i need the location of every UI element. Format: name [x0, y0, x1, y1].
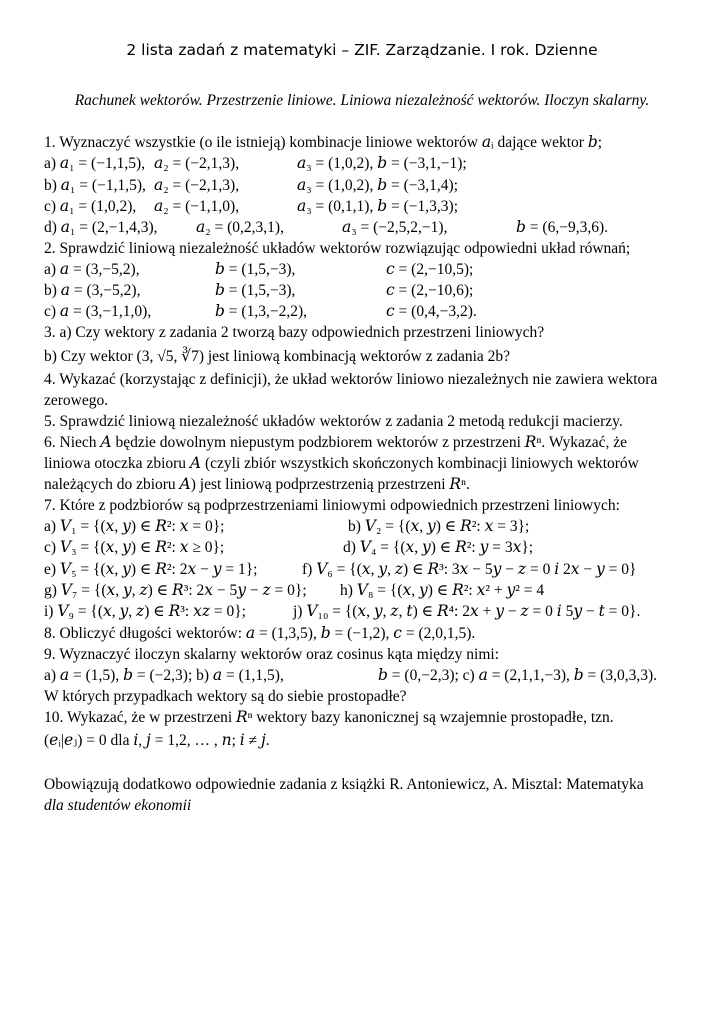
exercise-text: liniowa otoczka zbioru 𝐴 (czyli zbiór wszystkich skończonych kombinacji liniowych wektorów — [44, 455, 639, 472]
exercise-line — [44, 496, 684, 516]
exercise-text: c) 𝑉₃ = {(𝑥, 𝑦) ∈ 𝑅²: 𝑥 ≥ 0}; — [44, 539, 225, 556]
document-title: 2 lista zadań z matematyki – ZIF. Zarządzanie. I rok. Dzienne — [126, 41, 598, 59]
exercise-text: a) 𝑎 = (1,5), 𝑏 = (−2,3); b) 𝑎 = (1,1,5), — [44, 667, 284, 684]
exercise-text: 𝑎₃ = (1,0,2), 𝑏 = (−3,1,4); — [297, 177, 458, 194]
exercise-text: e) 𝑉₅ = {(𝑥, 𝑦) ∈ 𝑅²: 2𝑥 − 𝑦 = 1}; — [44, 561, 258, 578]
exercise-text: d) 𝑎₁ = (2,−1,4,3), — [44, 219, 158, 236]
exercise-text: a) 𝑎 = (3,−5,2), — [44, 261, 140, 278]
exercise-text: 7. Które z podzbiorów są podprzestrzeniami liniowymi odpowiednich przestrzeni liniowych: — [44, 497, 620, 514]
exercise-text: 2. Sprawdzić liniową niezależność układów wektorów rozwiązując odpowiedni układ równań; — [44, 240, 631, 257]
exercise-text: 𝑏 = (6,−9,3,6). — [516, 219, 608, 236]
exercise-text: c) 𝑎 = (3,−1,1,0), — [44, 303, 152, 320]
exercise-line — [44, 454, 684, 474]
exercise-text: a) 𝑉₁ = {(𝑥, 𝑦) ∈ 𝑅²: 𝑥 = 0}; — [44, 518, 225, 535]
exercise-text: 𝑎₂ = (−1,1,0), — [154, 198, 240, 215]
exercise-line — [44, 370, 684, 390]
exercise-text: 𝑎₂ = (−2,1,3), — [154, 177, 240, 194]
exercise-text: j) 𝑉₁₀ = {(𝑥, 𝑦, 𝑧, 𝑡) ∈ 𝑅⁴: 2𝑥 + 𝑦 − 𝑧 = 0 𝑖 5𝑦 − 𝑡 = 0}. — [293, 603, 641, 620]
exercise-line — [44, 731, 684, 751]
exercise-line — [44, 687, 684, 707]
exercise-text: d) 𝑉₄ = {(𝑥, 𝑦) ∈ 𝑅²: 𝑦 = 3𝑥}; — [343, 539, 534, 556]
exercise-text: 𝑏 = (1,5,−3), — [215, 261, 296, 278]
exercise-line — [44, 347, 684, 367]
exercise-text: 9. Wyznaczyć iloczyn skalarny wektorów oraz cosinus kąta między nimi: — [44, 646, 500, 663]
exercise-line — [44, 708, 684, 728]
exercise-text: zerowego. — [44, 392, 109, 409]
exercise-text: b) 𝑎 = (3,−5,2), — [44, 282, 141, 299]
exercise-text: a) 𝑎₁ = (−1,1,5), — [44, 155, 145, 172]
exercise-text: 𝑎₃ = (0,1,1), 𝑏 = (−1,3,3); — [297, 198, 458, 215]
exercise-text: b) Czy wektor (3, √5, ∛7) jest liniową kombinacją wektorów z zadania 2b? — [44, 348, 511, 365]
exercise-line — [44, 391, 684, 411]
exercise-text: (𝑒ᵢ|𝑒ⱼ) = 0 dla 𝑖, 𝑗 = 1,2, … , 𝑛; 𝑖 ≠ 𝑗. — [44, 732, 270, 749]
exercise-line — [44, 133, 684, 153]
exercise-text: 𝑏 = (1,3,−2,2), — [215, 303, 307, 320]
footer-book-title: dla studentów ekonomii — [44, 797, 192, 814]
exercise-text: b) 𝑉₂ = {(𝑥, 𝑦) ∈ 𝑅²: 𝑥 = 3}; — [348, 518, 530, 535]
exercise-text: 4. Wykazać (korzystając z definicji), że układ wektorów liniowo niezależnych nie zawiera wektora — [44, 371, 658, 388]
exercise-text: 3. a) Czy wektory z zadania 2 tworzą bazy odpowiednich przestrzeni liniowych? — [44, 324, 545, 341]
exercise-text: 𝑎₂ = (0,2,3,1), — [196, 219, 284, 236]
exercise-text: g) 𝑉₇ = {(𝑥, 𝑦, 𝑧) ∈ 𝑅³: 2𝑥 − 5𝑦 − 𝑧 = 0}; — [44, 582, 307, 599]
exercise-text: 10. Wykazać, że w przestrzeni 𝑅ⁿ wektory bazy kanonicznej są wzajemnie prostopadłe, tzn. — [44, 709, 614, 726]
exercise-line — [44, 323, 684, 343]
exercise-text: 𝑐 = (2,−10,5); — [386, 261, 474, 278]
exercise-text: h) 𝑉₈ = {(𝑥, 𝑦) ∈ 𝑅²: 𝑥² + 𝑦² = 4 — [340, 582, 545, 599]
exercise-text: W których przypadkach wektory są do siebie prostopadłe? — [44, 688, 407, 705]
exercise-text: 1. Wyznaczyć wszystkie (o ile istnieją) kombinacje liniowe wektorów 𝑎ᵢ dające wektor 𝑏; — [44, 134, 603, 151]
exercise-text: 𝑎₃ = (−2,5,2,−1), — [342, 219, 448, 236]
exercise-line — [44, 475, 684, 495]
document-subtitle: Rachunek wektorów. Przestrzenie liniowe. Liniowa niezależność wektorów. Iloczyn skalarny. — [74, 92, 650, 109]
exercise-text: b) 𝑎₁ = (−1,1,5), — [44, 177, 146, 194]
exercise-text: i) 𝑉₉ = {(𝑥, 𝑦, 𝑧) ∈ 𝑅³: 𝑥𝑧 = 0}; — [44, 603, 246, 620]
exercise-text: 𝑐 = (2,−10,6); — [386, 282, 474, 299]
exercise-line — [44, 412, 684, 432]
exercise-text: f) 𝑉₆ = {(𝑥, 𝑦, 𝑧) ∈ 𝑅³: 3𝑥 − 5𝑦 − 𝑧 = 0 𝑖 2𝑥 − 𝑦 = 0} — [302, 561, 637, 578]
exercise-text: 8. Obliczyć długości wektorów: 𝑎 = (1,3,5), 𝑏 = (−1,2), 𝑐 = (2,0,1,5). — [44, 625, 476, 642]
exercise-text: 𝑎₂ = (−2,1,3), — [154, 155, 240, 172]
exercise-line — [44, 624, 684, 644]
exercise-text: należących do zbioru 𝐴) jest liniową podprzestrzenią przestrzeni 𝑅ⁿ. — [44, 476, 470, 493]
exercise-line — [44, 239, 684, 259]
exercise-text: 5. Sprawdzić liniową niezależność układów wektorów z zadania 2 metodą redukcji macierzy. — [44, 413, 623, 430]
exercise-text: 𝑏 = (0,−2,3); c) 𝑎 = (2,1,1,−3), 𝑏 = (3,0,3,3). — [378, 667, 657, 684]
exercise-text: 𝑎₃ = (1,0,2), 𝑏 = (−3,1,−1); — [297, 155, 467, 172]
exercise-line — [44, 433, 684, 453]
exercise-text: c) 𝑎₁ = (1,0,2), — [44, 198, 137, 215]
exercise-text: 𝑐 = (0,4,−3,2). — [386, 303, 477, 320]
exercise-text: 6. Niech 𝐴 będzie dowolnym niepustym podzbiorem wektorów z przestrzeni 𝑅ⁿ. Wykazać, że — [44, 434, 628, 451]
exercise-text: 𝑏 = (1,5,−3), — [215, 282, 296, 299]
footer-note: Obowiązują dodatkowo odpowiednie zadania z książki R. Antoniewicz, A. Misztal: Matematyka — [44, 776, 644, 793]
exercise-line — [44, 645, 684, 665]
